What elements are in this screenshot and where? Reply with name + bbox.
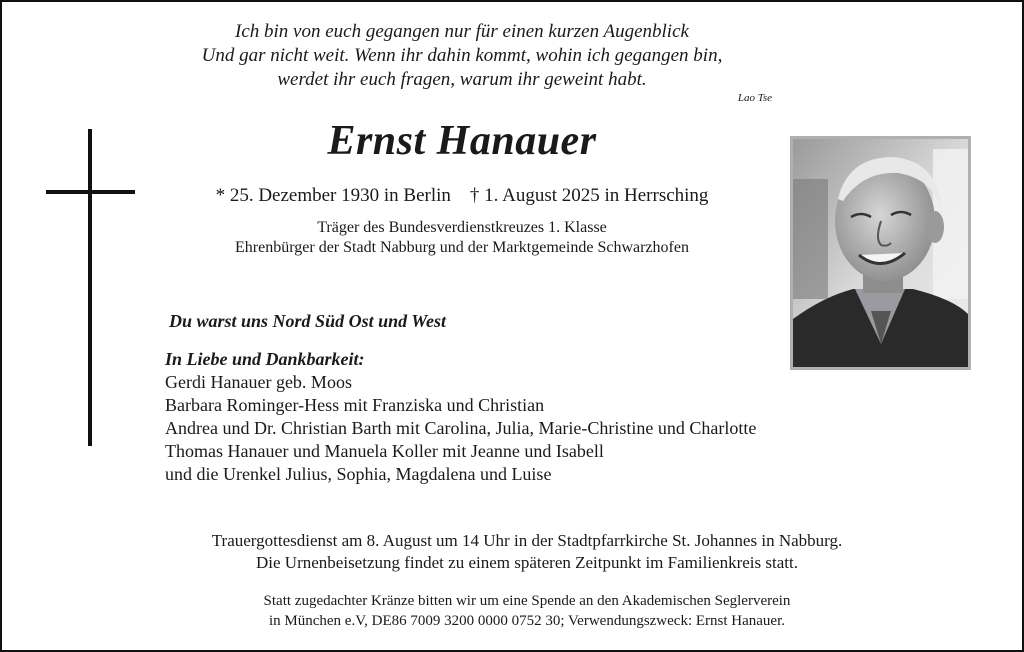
- portrait-photo: [790, 136, 971, 370]
- donation-line: in München e.V, DE86 7009 3200 0000 0752 30; Verwendungszweck: Ernst Hanauer.: [268, 613, 786, 629]
- mourners-block: [165, 348, 756, 486]
- deceased-name: Ernst Hanauer: [327, 118, 597, 164]
- service-info: [122, 530, 932, 574]
- latin-cross-icon: [88, 129, 92, 446]
- donation-request: [122, 591, 932, 631]
- quote-block: [152, 20, 772, 92]
- mourner-line: Andrea und Dr. Christian Barth mit Carolina, Julia, Marie-Christine und Charlotte: [165, 418, 757, 438]
- service-line: Die Urnenbeisetzung findet zu einem späteren Zeitpunkt im Familienkreis statt.: [256, 553, 798, 572]
- service-line: Trauergottesdienst am 8. August um 14 Uhr in der Stadtpfarrkirche St. Johannes in Nabburg.: [211, 531, 843, 550]
- honors-block: [162, 218, 762, 258]
- latin-cross-icon-bar: [46, 190, 135, 194]
- honor-line: Ehrenbürger der Stadt Nabburg und der Marktgemeinde Schwarzhofen: [235, 239, 689, 256]
- portrait-image: [793, 139, 968, 367]
- donation-line: Statt zugedachter Kränze bitten wir um eine Spende an den Akademischen Seglerverein: [263, 593, 791, 609]
- mourners-heading: In Liebe und Dankbarkeit:: [165, 349, 365, 369]
- mourner-line: Barbara Rominger-Hess mit Franziska und Christian: [165, 395, 545, 415]
- quote-line: Ich bin von euch gegangen nur für einen kurzen Augenblick: [235, 21, 689, 42]
- quote-line: Und gar nicht weit. Wenn ihr dahin kommt, wohin ich gegangen bin,: [201, 45, 723, 66]
- motto: Du warst uns Nord Süd Ost und West: [169, 311, 446, 331]
- life-dates: * 25. Dezember 1930 in Berlin † 1. August 2025 in Herrsching: [215, 185, 709, 206]
- honor-line: Träger des Bundesverdienstkreuzes 1. Klasse: [317, 219, 607, 236]
- mourner-line: Thomas Hanauer und Manuela Koller mit Jeanne und Isabell: [165, 441, 604, 461]
- quote-line: werdet ihr euch fragen, warum ihr geweint habt.: [277, 69, 647, 90]
- mourner-line: Gerdi Hanauer geb. Moos: [165, 372, 352, 392]
- mourner-line: und die Urenkel Julius, Sophia, Magdalena und Luise: [165, 464, 552, 484]
- quote-author: Lao Tse: [737, 92, 772, 104]
